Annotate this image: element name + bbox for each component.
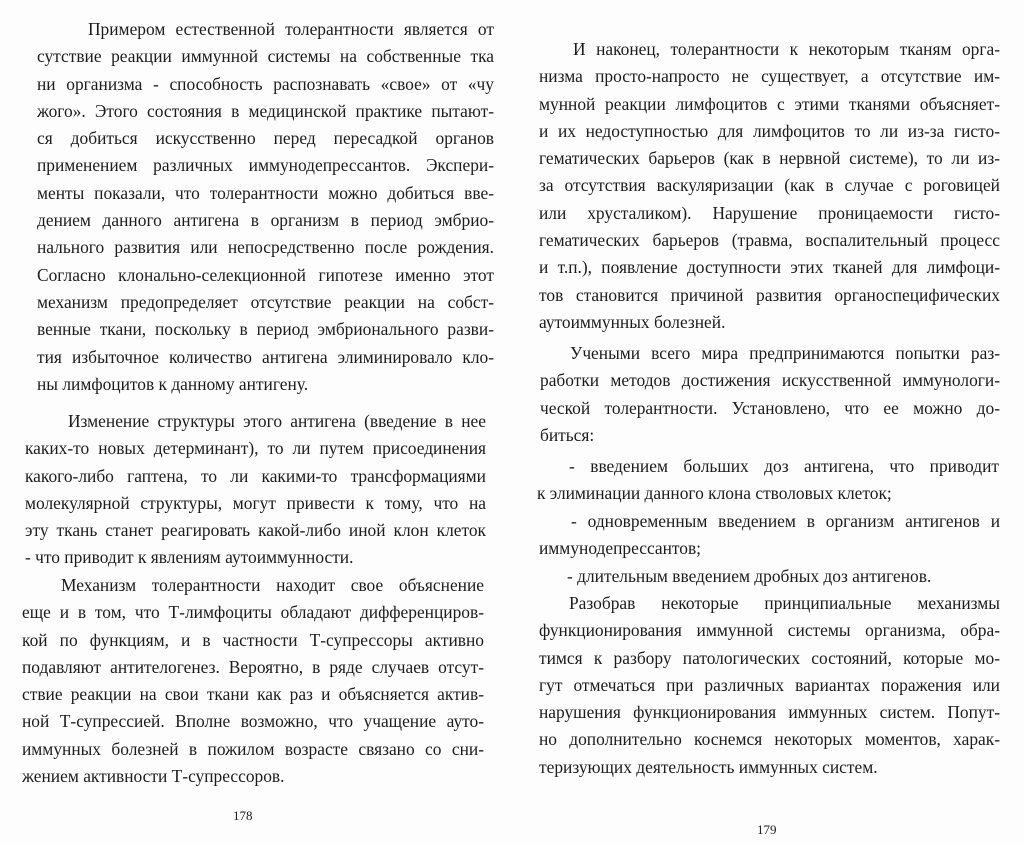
- text-line: теризующих деятельность иммунных систем.: [539, 756, 878, 777]
- text-line: механизм предопределяет отсутствие реакции на собст-: [37, 291, 494, 312]
- page-number-left: 178: [233, 808, 253, 823]
- text-line: к элиминации данного клона стволовых клеток;: [537, 483, 892, 504]
- text-line: работки методов достижения искусственной иммунологи-: [540, 370, 1000, 391]
- text-line: Примером естественной толерантности является от: [88, 19, 494, 39]
- text-line: подавляют антителогенез. Вероятно, в ряде случаев отсут-: [22, 656, 484, 677]
- text-line: гематических барьеров (как в нервной системе), то ли из-: [539, 148, 1000, 169]
- text-line: И наконец, толерантности к некоторым тканям орга-: [573, 39, 1000, 59]
- text-line: тия избыточное количество антигена элиминировало кло-: [37, 346, 494, 367]
- text-line: Согласно клонально-селекционной гипотезе именно этот: [37, 264, 494, 285]
- text-line: каких-то новых детерминант), то ли путем присоединения: [25, 438, 486, 459]
- text-line: сутствие реакции иммунной системы на собственные тка: [37, 46, 494, 67]
- text-line: низма просто-напросто не существует, а отсутствие им-: [539, 66, 1000, 87]
- text-line: применением различных иммунодепрессантов. Экспери-: [37, 155, 494, 176]
- text-line: ческой толерантности. Установлено, что ее можно до-: [540, 397, 1000, 418]
- text-line: ни организма - способность распознавать «свое» от «чу: [37, 73, 494, 94]
- text-line: молекулярной структуры, могут привести к тому, что на: [25, 492, 486, 513]
- text-line: и т.п.), появление доступности этих тканей для лимфоци-: [539, 257, 1000, 278]
- text-line: функционирования иммунной системы организма, обра-: [539, 620, 1000, 641]
- text-line: Учеными всего мира предпринимаются попытки раз-: [570, 343, 1000, 363]
- text-line: биться:: [540, 424, 595, 445]
- left-paragraph-3: [22, 572, 484, 790]
- text-line: - одновременным введением в организм антигенов и: [571, 511, 1000, 531]
- text-line: мунной реакции лимфоцитов с этими тканями объясняет-: [539, 93, 1000, 114]
- text-line: жого». Этого состояния в медицинской практике пытают-: [37, 100, 494, 121]
- text-line: и их недоступностью для лимфоцитов то ли из-за гисто-: [539, 120, 1000, 141]
- text-line: менты показали, что толерантности можно добиться вве-: [37, 182, 494, 203]
- text-line: ствие реакции на свои ткани как раз и объясняется актив-: [22, 684, 484, 705]
- text-line: ной Т-супрессией. Вполне возможно, что учащение ауто-: [22, 711, 484, 732]
- text-line: Разобрав некоторые принципиальные механизмы: [569, 593, 1000, 613]
- text-line: за отсутствия васкуляризации (как в случае с роговицей: [539, 175, 1000, 196]
- text-line: Механизм толерантности находит свое объяснение: [61, 575, 484, 595]
- text-line: ся добиться искусственно перед пересадкой органов: [37, 128, 494, 149]
- text-line: тов становится причиной развития органоспецифических: [539, 284, 1000, 305]
- text-line: жением активности Т-супрессоров.: [22, 766, 285, 787]
- text-line: - длительным введением дробных доз антигенов.: [567, 566, 932, 586]
- text-line: венные ткани, поскольку в период эмбрионального разви-: [37, 319, 494, 340]
- left-paragraph-1: [37, 16, 494, 398]
- text-line: еще и в том, что Т-лимфоциты обладают дифференциров-: [22, 602, 484, 623]
- page-number-right: 179: [757, 822, 777, 837]
- right-paragraph-4: [539, 508, 1000, 563]
- text-line: гематических барьеров (травма, воспалительный процесс: [539, 230, 1000, 251]
- right-paragraph-2: [540, 340, 1000, 449]
- text-line: - что приводит к явлениям аутоиммунности.: [25, 547, 354, 568]
- text-line: аутоиммунных болезней.: [539, 311, 726, 332]
- right-paragraph-6: [539, 590, 1000, 781]
- text-line: нарушения функционирования иммунных систем. Попут-: [539, 702, 1000, 723]
- text-line: иммунодепрессантов;: [539, 538, 702, 559]
- text-line: кой по функциям, и в частности Т-супрессоры активно: [22, 629, 484, 650]
- text-line: ны лимфоцитов к данному антигену.: [37, 373, 309, 394]
- right-paragraph-5: [567, 563, 987, 590]
- text-line: иммунных болезней в пожилом возрасте связано со сни-: [22, 738, 484, 759]
- text-line: или хрусталиком). Нарушение проницаемости гисто-: [539, 202, 1000, 223]
- text-line: нального развития или непосредственно после рождения.: [37, 237, 494, 258]
- text-line: тимся к разбору патологических состояний, которые мо-: [539, 647, 1000, 668]
- text-line: дением данного антигена в организм в период эмбрио-: [37, 210, 494, 231]
- text-line: гут отмечаться при различных вариантах поражения или: [539, 674, 1000, 695]
- right-paragraph-3: [537, 453, 999, 508]
- text-line: Изменение структуры этого антигена (введение в нее: [68, 411, 486, 431]
- left-paragraph-2: [25, 408, 486, 572]
- text-line: какого-либо гаптена, то ли какими-то трансформациями: [25, 465, 486, 486]
- right-page: [512, 0, 1024, 845]
- text-line: но дополнительно коснемся некоторых моментов, харак-: [539, 729, 1000, 750]
- text-line: эту ткань станет реагировать какой-либо иной клон клеток: [25, 520, 486, 541]
- right-paragraph-1: [539, 36, 1000, 336]
- text-line: - введением больших доз антигена, что приводит: [569, 456, 999, 476]
